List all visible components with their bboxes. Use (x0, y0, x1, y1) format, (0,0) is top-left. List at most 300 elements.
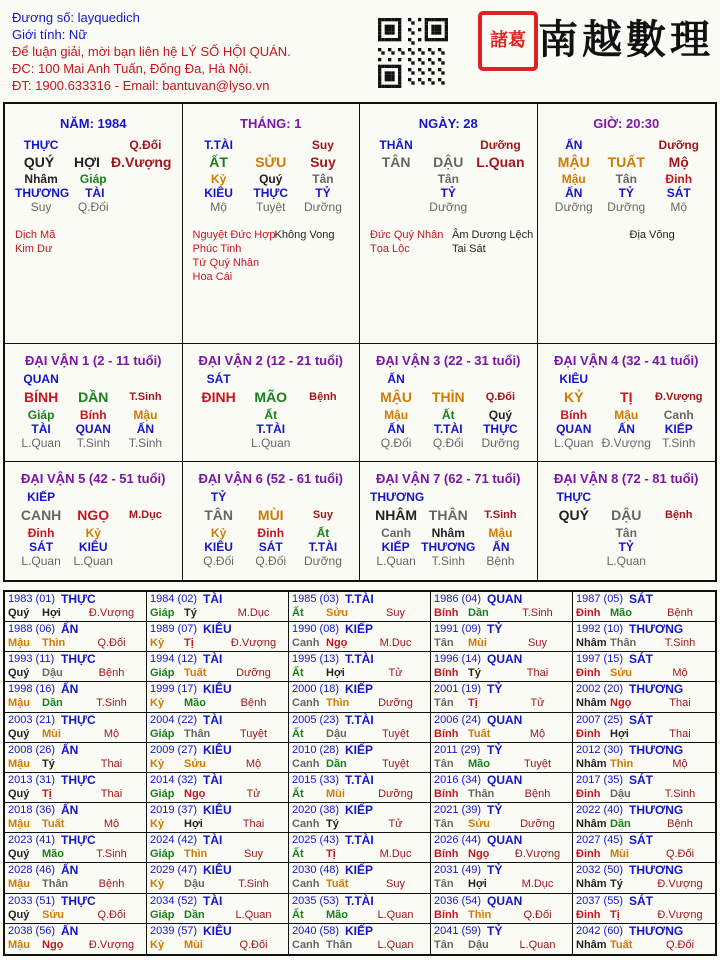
year-stem: Kỷ (150, 757, 165, 770)
year-stem: Kỷ (150, 637, 165, 650)
year-stem: Đinh (576, 727, 601, 740)
year-detail (8, 878, 143, 890)
year-god: KIÊU (203, 682, 232, 697)
dv-god-0: KIẾP (381, 540, 410, 554)
year-cell (289, 713, 431, 743)
year-god: QUAN (487, 893, 523, 908)
year-god: TỶ (487, 742, 503, 757)
year-label: 2012 (30) (576, 743, 624, 756)
year-detail (576, 607, 712, 619)
dv-stem-branch-1: THÌN (431, 389, 465, 405)
year-cell (573, 833, 715, 863)
year-branch: Hợi (468, 878, 487, 891)
year-stem: Đinh (576, 787, 601, 800)
pillar-stars (538, 228, 716, 242)
year-label: 2013 (31) (8, 773, 56, 786)
year-label: 2007 (25) (576, 713, 624, 726)
e2 (653, 372, 706, 386)
dv-hidden-1: Ất (441, 408, 455, 422)
year-detail (150, 818, 285, 830)
year-stage: Thai (100, 787, 123, 800)
dv-hidden-2: Canh (663, 408, 694, 422)
year-stage: T.Sinh (96, 697, 127, 710)
year-detail (8, 637, 143, 649)
dv-stem-branch-2: Bệnh (665, 509, 693, 521)
year-branch: Dần (326, 757, 347, 770)
ten-god-0: ẤN (565, 138, 583, 152)
dv-stem-branch-2: Q.Đối (485, 391, 516, 403)
year-stage: Đ.Vượng (88, 607, 135, 619)
dv-hidden-2: Mậu (488, 526, 513, 540)
year-branch: Mão (326, 908, 348, 921)
year-god: QUAN (487, 592, 523, 606)
year-detail (576, 909, 712, 921)
year-detail (576, 848, 712, 860)
year-stem: Quý (8, 787, 30, 800)
year-detail (292, 697, 427, 709)
hidden-god-0 (370, 186, 422, 200)
year-label: 2006 (24) (434, 713, 482, 726)
year-stage: Đ.Vượng (657, 878, 703, 891)
year-label: 2015 (33) (292, 773, 340, 786)
dv-stage: T.Sinh (431, 554, 465, 568)
dai-van-7 (360, 462, 538, 580)
year-god: ẤN (61, 923, 79, 938)
star-left: Tứ Quý Nhân (192, 257, 260, 269)
pillar-body (538, 138, 716, 214)
year-cell (5, 713, 147, 743)
ten-god-1 (600, 138, 653, 152)
year-stage: Thai (526, 667, 549, 680)
stage-1: Tuyệt (255, 200, 286, 214)
year-cell (147, 833, 289, 863)
year-stem: Kỷ (150, 818, 165, 831)
dv-hidden-0: Đinh (27, 526, 55, 540)
dv-god-row (15, 540, 172, 554)
year-stage: Đ.Vượng (514, 848, 561, 861)
year-stage: Bệnh (98, 878, 125, 891)
dv-stem-branch-2: Suy (312, 509, 333, 521)
year-stage: Thai (100, 757, 123, 770)
year-god: ẤN (61, 803, 79, 818)
e1 (600, 490, 653, 504)
dv-god-2 (297, 422, 349, 436)
stage-2: Mộ (670, 200, 688, 214)
year-stem: Bính (434, 727, 459, 740)
year-stem: Kỷ (150, 938, 165, 951)
year-god: SÁT (629, 772, 653, 787)
year-god: T.TÀI (345, 592, 374, 606)
year-label: 2002 (20) (576, 683, 624, 696)
year-stem: Giáp (150, 848, 175, 861)
year-stem: Nhâm (576, 878, 607, 891)
year-stem: Canh (292, 878, 320, 891)
pillar-stars (5, 228, 182, 256)
year-branch: Ngọ (184, 787, 206, 800)
dai-van-2 (183, 344, 361, 462)
hidden-god-row (193, 186, 350, 200)
pillar-body (5, 138, 182, 214)
year-cell (431, 652, 573, 682)
dv-god-0: QUAN (556, 422, 592, 436)
year-label: 2018 (36) (8, 804, 56, 817)
year-stage: Dưỡng (236, 667, 271, 680)
phone-email-line: ĐT: 1900.633316 - Email: bantuvan@lyso.vn (12, 78, 270, 93)
year-cell (431, 894, 573, 924)
dv-stage (119, 554, 171, 568)
stem-branch-2: Suy (310, 154, 336, 170)
year-god: SÁT (629, 592, 653, 606)
dv-stage (653, 554, 706, 568)
year-cell (147, 863, 289, 893)
year-detail (292, 909, 427, 921)
year-stage: Mộ (672, 667, 688, 680)
year-cell (289, 592, 431, 622)
year-stem: Canh (292, 637, 320, 650)
year-stage: Q.Đối (97, 637, 126, 650)
year-stage: Mộ (672, 757, 688, 770)
year-cell (5, 622, 147, 652)
owner-line: Đương số: layquedich (12, 10, 140, 25)
year-cell (431, 863, 573, 893)
star-right: Không Vong (274, 229, 335, 241)
year-branch: Thìn (468, 908, 492, 921)
year-god: ẤN (61, 622, 79, 637)
stage-0: Dưỡng (554, 200, 593, 214)
year-branch: Ngọ (610, 697, 632, 710)
year-detail (150, 878, 285, 890)
star-line (548, 228, 716, 242)
dv-god-2: KIẾP (664, 422, 693, 436)
dv-stage (193, 436, 245, 450)
year-stage: Tuyệt (381, 757, 410, 770)
hidden-stem-row (370, 172, 527, 186)
dv-hidden-2 (653, 526, 706, 540)
year-god: THỰC (61, 833, 96, 848)
year-branch: Sửu (610, 667, 633, 680)
year-label: 2004 (22) (150, 713, 198, 726)
dv-stage: L.Quan (376, 554, 416, 568)
year-cell (573, 863, 715, 893)
dv-hidden-1: Bính (79, 408, 107, 422)
year-cell (431, 743, 573, 773)
year-stage: Đ.Vượng (88, 938, 135, 951)
year-branch: Thìn (610, 757, 634, 770)
year-stage: Thai (242, 818, 265, 831)
dai-van-title: ĐẠI VẬN 3 (22 - 31 tuổi) (376, 353, 521, 368)
year-branch: Sửu (326, 607, 349, 619)
year-label: 2030 (48) (292, 864, 340, 877)
year-stem: Bính (434, 787, 459, 800)
year-label: 2023 (41) (8, 834, 56, 847)
year-detail (292, 818, 427, 830)
year-stem: Tân (434, 878, 454, 891)
year-cell (289, 773, 431, 803)
hidden-god-0: KIÊU (204, 186, 233, 200)
year-stem: Mậu (8, 637, 30, 650)
hidden-stem-1: Tân (615, 172, 637, 186)
year-stem: Mậu (8, 697, 30, 710)
year-detail (8, 939, 143, 951)
dv-hidden-1: Đinh (257, 526, 285, 540)
contact-line: Để luận giải, mời bạn liên hệ LÝ SỐ HỘI QUÁN. (12, 44, 291, 59)
dv-stem-branch-row (548, 504, 706, 526)
year-god: QUAN (487, 833, 523, 848)
pillar-title: NGÀY: 28 (418, 116, 478, 131)
year-god: KIẾP (345, 803, 374, 818)
year-branch: Mùi (42, 727, 61, 740)
dv-hidden-1: Kỷ (85, 526, 101, 540)
dai-van-god-row (548, 372, 706, 386)
dv-stage: Dưỡng (303, 554, 342, 568)
year-god: THƯƠNG (629, 803, 684, 818)
dv-god-row (548, 422, 706, 436)
dv-god-row (370, 540, 527, 554)
e1 (600, 372, 653, 386)
hidden-god-row (548, 186, 706, 200)
year-branch: Tý (326, 818, 339, 831)
year-god: THỰC (61, 893, 96, 908)
dv-god-1: QUAN (75, 422, 111, 436)
year-branch: Thân (468, 787, 495, 800)
dai-van-god-row (15, 372, 172, 386)
year-label: 1991 (09) (434, 623, 482, 636)
pillar-3 (538, 104, 716, 344)
stage-0 (370, 200, 422, 214)
year-label: 2021 (39) (434, 804, 482, 817)
ten-god-row (370, 138, 527, 152)
stem-branch-row (193, 152, 350, 172)
pillar-1 (183, 104, 361, 344)
year-label: 2042 (60) (576, 924, 624, 937)
stem-branch-0: MẬU (557, 154, 590, 170)
year-branch: Hợi (610, 727, 629, 740)
dv-stem-branch-row (193, 504, 350, 526)
year-label: 1994 (12) (150, 653, 198, 666)
year-cell (5, 924, 147, 954)
year-stem: Kỷ (150, 697, 165, 710)
year-detail (576, 788, 712, 800)
year-branch: Tị (184, 637, 194, 650)
year-stem: Nhâm (576, 757, 607, 770)
year-label: 2037 (55) (576, 894, 624, 907)
year-stage: Bệnh (240, 697, 267, 710)
year-stem: Quý (8, 667, 30, 680)
year-detail (576, 697, 712, 709)
year-label: 2003 (21) (8, 713, 56, 726)
dai-van-body (5, 490, 182, 568)
year-stem: Đinh (576, 908, 601, 921)
year-branch: Tuất (326, 878, 349, 891)
dv-stem-branch-row (15, 504, 172, 526)
stage-0: Suy (30, 200, 52, 214)
star-right: Địa Võng (629, 229, 675, 241)
dai-van-4 (538, 344, 716, 462)
year-branch: Thân (610, 637, 637, 650)
dv-hidden-0: Kỷ (210, 526, 227, 540)
dai-van-god-row (15, 490, 172, 504)
year-stem: Nhâm (576, 637, 607, 650)
year-label: 1985 (03) (292, 593, 340, 605)
dv-hidden-row (193, 526, 350, 540)
year-branch: Dần (468, 607, 489, 619)
year-branch: Tị (42, 787, 52, 800)
dai-van-3 (360, 344, 538, 462)
ten-god-row (548, 138, 706, 152)
star-right: Tai Sát (452, 243, 486, 255)
star-line (193, 242, 360, 256)
dv-stem-branch-1: MÙI (257, 507, 284, 523)
star-line (15, 242, 182, 256)
year-god: KIÊU (203, 803, 232, 818)
year-branch: Mùi (326, 787, 345, 800)
year-label: 1986 (04) (434, 593, 482, 605)
year-stage: L.Quan (235, 908, 272, 921)
year-god: THỰC (61, 772, 96, 787)
year-label: 1983 (01) (8, 593, 56, 605)
ten-god-2: Suy (311, 138, 334, 152)
year-stem: Bính (434, 908, 459, 921)
hidden-stem-row (193, 172, 350, 186)
dai-van-body (538, 490, 716, 568)
dai-van-god: SÁT (206, 372, 231, 386)
year-stage: Dưỡng (378, 787, 413, 800)
stage-1: Dưỡng (607, 200, 646, 214)
year-stage: Suy (386, 878, 405, 891)
ten-god-0: THỰC (23, 138, 59, 152)
dv-stem-branch-2: T.Sinh (129, 391, 162, 403)
dv-stem-branch-1: DẦN (78, 389, 109, 405)
year-god: T.TÀI (345, 712, 374, 727)
dv-stem-branch-row (548, 386, 706, 408)
year-stem: Mậu (8, 878, 30, 891)
year-label: 2031 (49) (434, 864, 482, 877)
dv-hidden-2 (297, 408, 349, 422)
stem-branch-row (15, 152, 172, 172)
dv-stem-branch-0: TÂN (204, 507, 233, 523)
stage-2 (474, 200, 526, 214)
year-cell (431, 682, 573, 712)
star-left: Kim Dư (15, 243, 53, 255)
year-label: 1992 (10) (576, 623, 624, 636)
year-god: TỶ (487, 682, 503, 697)
ten-god-2: Q.Đối (129, 138, 162, 152)
year-branch: Mão (468, 757, 490, 770)
year-branch: Sửu (42, 908, 65, 921)
year-branch: Tuất (184, 667, 207, 680)
year-stage: Dưỡng (378, 697, 413, 710)
dv-god-2: ẤN (492, 540, 510, 554)
year-stage: Bệnh (524, 787, 551, 800)
year-god: TÀI (203, 712, 223, 727)
dai-van-title: ĐẠI VẬN 2 (12 - 21 tuổi) (198, 353, 343, 368)
dv-stem-branch-0: CANH (20, 507, 62, 523)
pillar-2 (360, 104, 538, 344)
year-cell (147, 894, 289, 924)
dai-van-title: ĐẠI VẬN 4 (32 - 41 tuổi) (554, 353, 699, 368)
dv-hidden-0: Canh (381, 526, 412, 540)
star-left: Nguyệt Đức Hợp (192, 229, 276, 241)
year-stem: Mậu (8, 938, 30, 951)
year-branch: Thân (42, 878, 69, 891)
ten-god-1 (245, 138, 297, 152)
year-god: QUAN (487, 652, 523, 667)
year-stem: Tân (434, 757, 454, 770)
year-stem: Giáp (150, 908, 175, 921)
year-detail (150, 909, 285, 921)
dv-stem-branch-0: QUÝ (558, 507, 589, 523)
dai-van-body (183, 372, 360, 450)
star-line (370, 228, 537, 242)
dv-stage: Q.Đối (255, 554, 287, 568)
year-stem: Quý (8, 848, 30, 861)
e1 (245, 490, 297, 504)
year-god: KIÊU (203, 622, 232, 637)
year-god: TÀI (203, 652, 223, 667)
year-cell (573, 652, 715, 682)
ten-god-0: T.TÀI (204, 138, 233, 152)
dai-van-god-row (370, 372, 527, 386)
year-detail (434, 788, 569, 800)
dai-van-god-row (548, 490, 706, 504)
stem-branch-row (370, 152, 527, 172)
year-stage: M.Dục (521, 878, 554, 891)
year-god: KIẾP (345, 863, 374, 878)
year-cell (431, 803, 573, 833)
year-detail (292, 848, 427, 860)
year-cell (147, 773, 289, 803)
year-branch: Dậu (610, 787, 631, 800)
year-stem: Nhâm (576, 697, 607, 710)
dai-van-title: ĐẠI VẬN 5 (42 - 51 tuổi) (21, 471, 166, 486)
year-stage: Mộ (529, 727, 546, 740)
dai-van-god-row (370, 490, 527, 504)
year-cell (147, 743, 289, 773)
stage-row (370, 200, 527, 214)
year-god: THỰC (61, 592, 96, 606)
dv-stage-row (548, 554, 706, 568)
year-label: 1998 (16) (8, 683, 56, 696)
year-stage: Tuyệt (523, 757, 552, 770)
dai-van-title: ĐẠI VẬN 1 (2 - 11 tuổi) (24, 353, 162, 368)
hidden-god-1: TỶ (618, 186, 634, 200)
year-cell (5, 652, 147, 682)
year-detail (8, 728, 143, 740)
dai-van-god: ẤN (387, 372, 405, 386)
dv-hidden-2: Ất (316, 526, 330, 540)
year-stem: Quý (8, 908, 30, 921)
year-god: QUAN (487, 712, 523, 727)
year-god: TỶ (487, 803, 503, 818)
year-cell (5, 743, 147, 773)
dv-god-1: T.TÀI (256, 422, 286, 436)
dai-van-8 (538, 462, 716, 580)
year-cell (5, 592, 147, 622)
dv-hidden-2 (119, 526, 171, 540)
dv-god-0 (548, 540, 601, 554)
year-god: T.TÀI (345, 772, 374, 787)
year-label: 2014 (32) (150, 773, 198, 786)
dv-hidden-row (15, 408, 172, 422)
dai-van-body (360, 490, 537, 568)
year-stage: Thai (669, 697, 691, 710)
hidden-stem-2: Đinh (665, 172, 693, 186)
dv-hidden-1: Ất (264, 408, 278, 422)
brand-logo: 南越數理 (538, 16, 714, 58)
year-cell (573, 743, 715, 773)
year-cell (431, 713, 573, 743)
year-detail (576, 758, 712, 770)
